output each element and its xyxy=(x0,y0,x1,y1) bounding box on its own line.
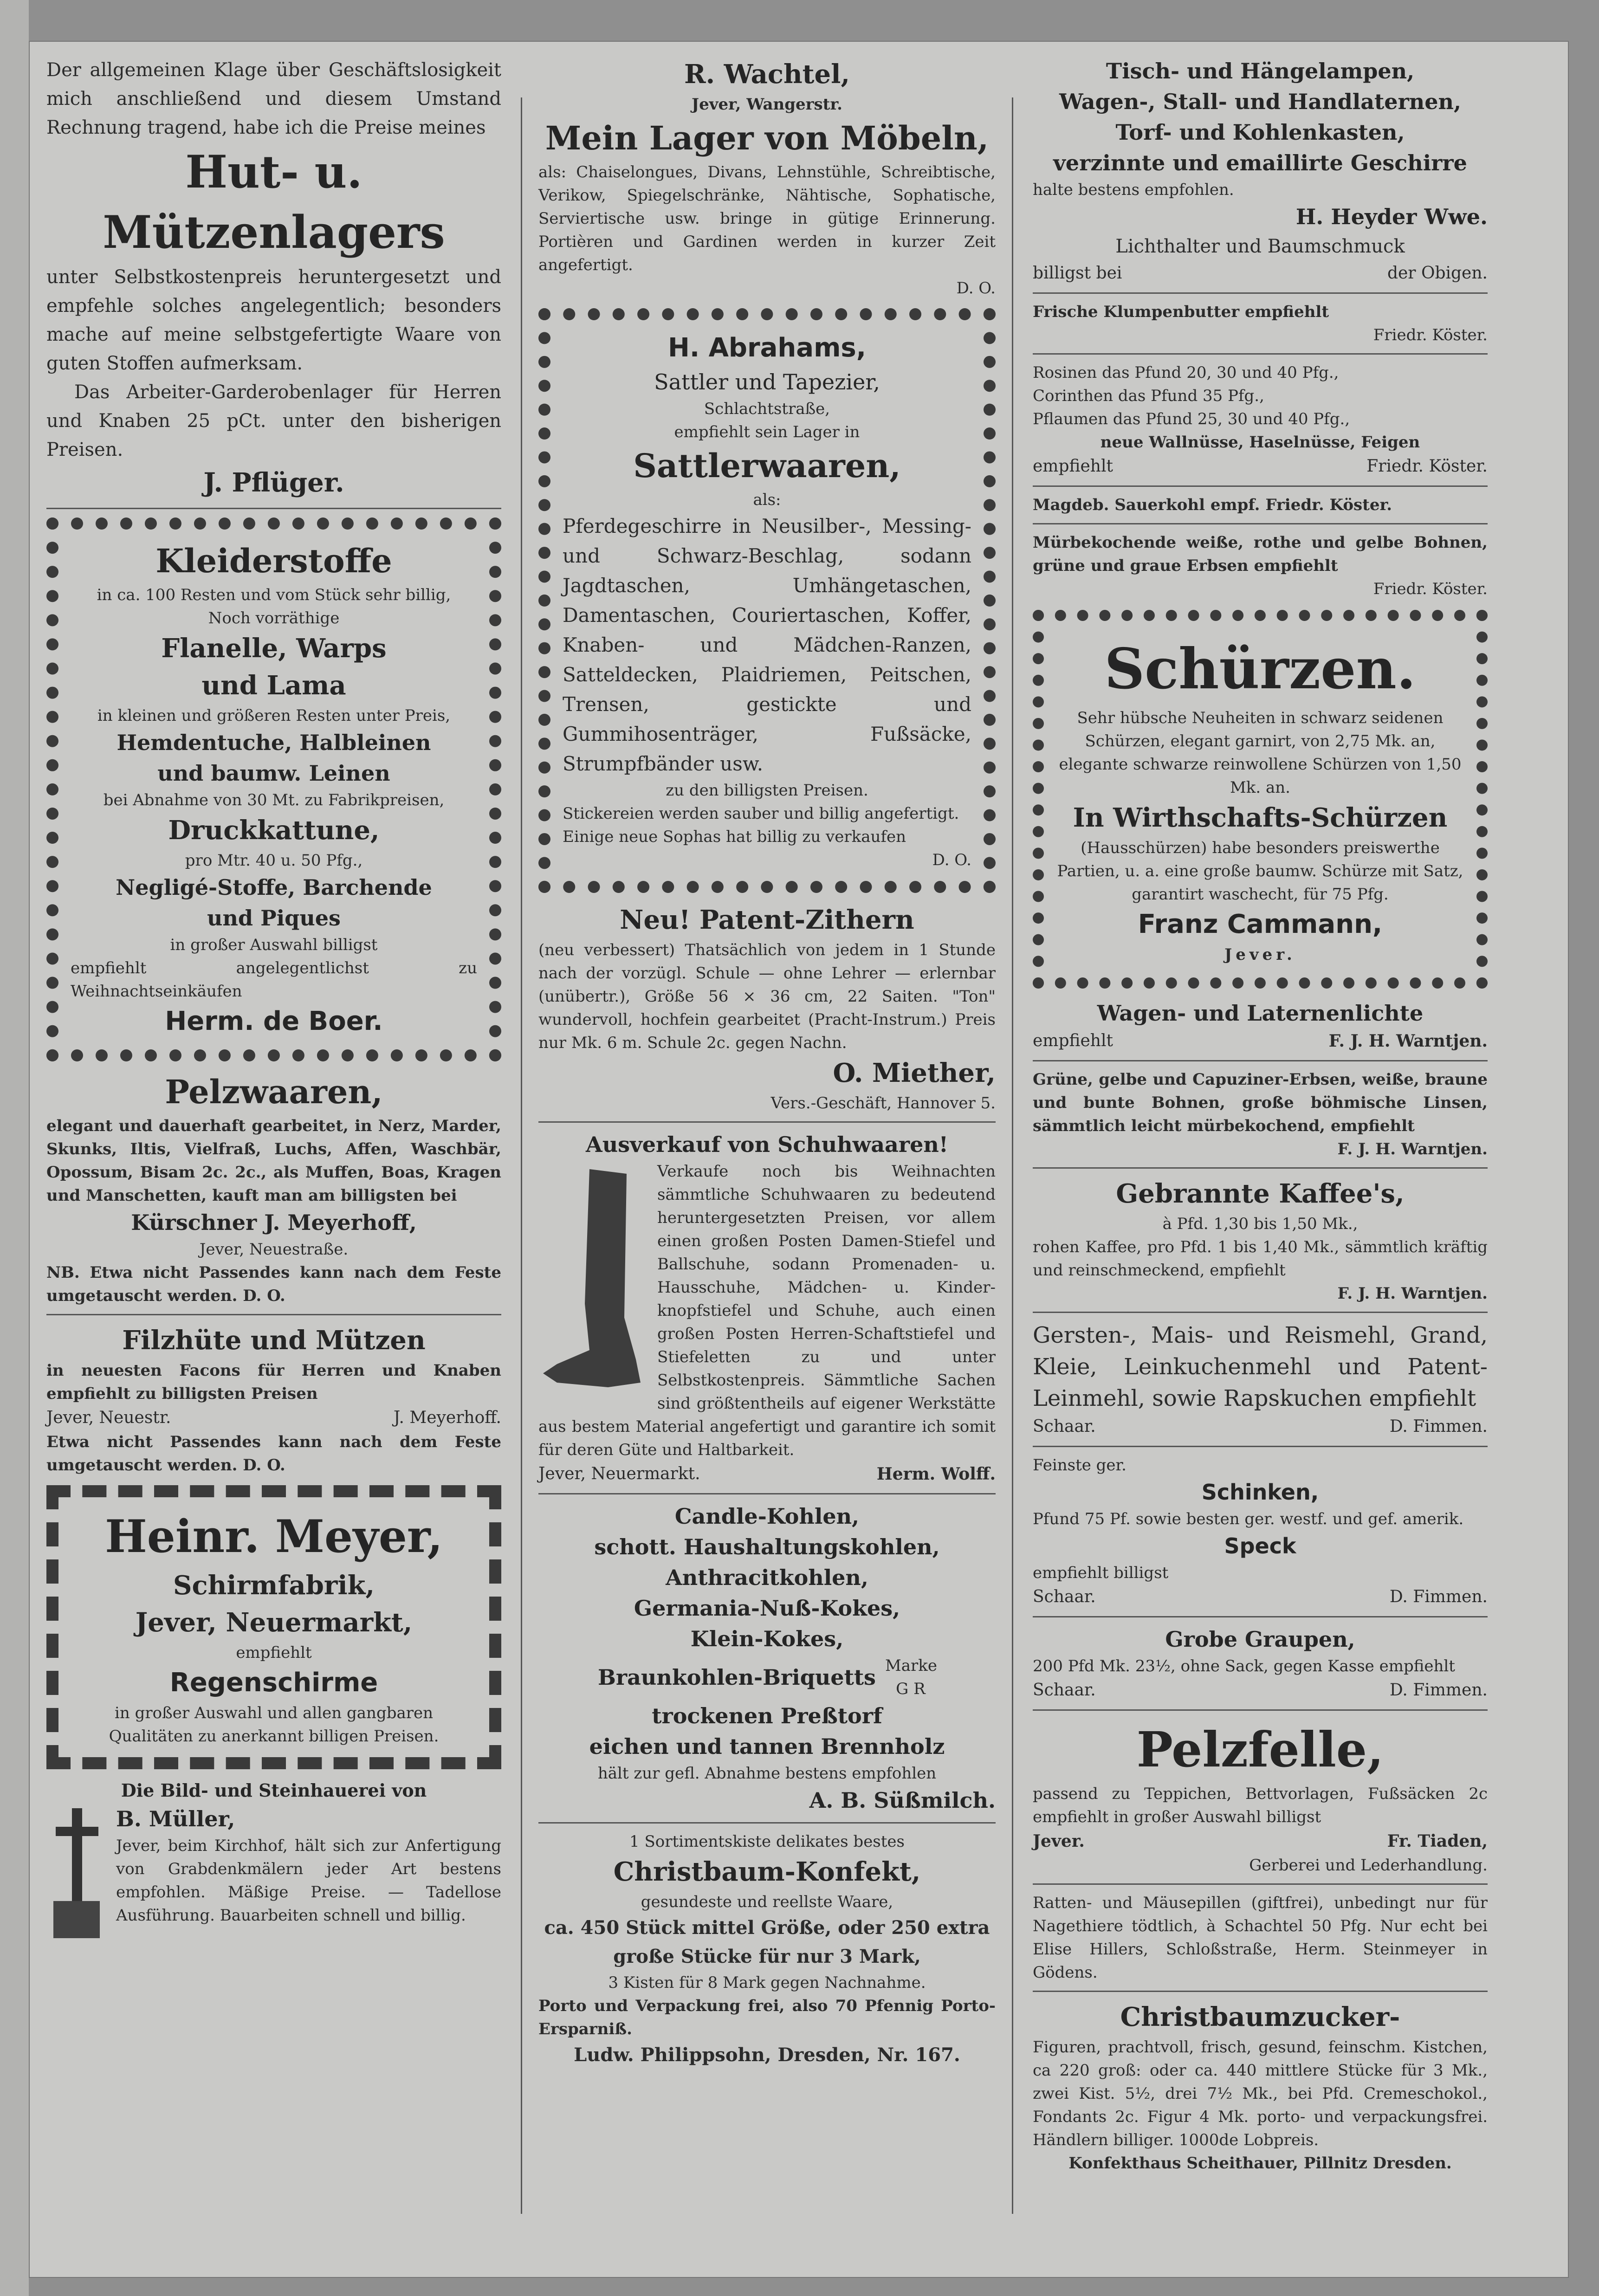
ad-text: Jever, beim Kirchhof, hält sich zur Anfertigung von Grabdenkmälern jeder Art bestens empfohlen. Mäßige Preise. — Tadellose Ausführung. Bauarbeiten schnell und billig. xyxy=(116,1837,501,1925)
ad-headline: trockenen Preßtorf xyxy=(652,1703,882,1728)
ad-headline: Flanelle, Warps xyxy=(161,633,387,664)
ad-headline: Schürzen. xyxy=(1104,636,1416,702)
ad-text: billigst bei xyxy=(1033,264,1122,283)
ad-text: als: xyxy=(753,491,781,509)
ad-headline: In Wirthschafts-Schürzen xyxy=(1073,802,1448,833)
ad-headline: Mein Lager von Möbeln, xyxy=(545,119,989,157)
ad-text: 3 Kisten für 8 Mark gegen Nachnahme. xyxy=(608,1973,926,1992)
ad-text: Frische Klumpenbutter empfiehlt xyxy=(1033,303,1329,321)
advertiser-name: J. Meyerhoff. xyxy=(393,1408,501,1427)
divider xyxy=(1033,1709,1488,1711)
ad-text: der Obigen. xyxy=(1387,264,1488,283)
ad-headline: Candle-Kohlen, xyxy=(674,1504,860,1529)
ad-text: empfiehlt billigst xyxy=(1033,1564,1169,1582)
ad-text: in großer Auswahl und allen gangbaren Qualitäten zu anerkannt billigen Preisen. xyxy=(109,1704,439,1746)
gravestone-icon xyxy=(51,1808,102,1938)
ad-signature: Friedr. Köster. xyxy=(1373,580,1488,598)
advertiser-name: D. Fimmen. xyxy=(1389,1417,1488,1436)
ad-text: Mürbekochende weiße, rothe und gelbe Bohnen, grüne und graue Erbsen empfiehlt xyxy=(1033,533,1488,575)
ad-headline: Christbaum-Konfekt, xyxy=(613,1856,921,1887)
ad-text: in ca. 100 Resten und vom Stück sehr billig, xyxy=(97,586,451,604)
ad-address: Jever, Neuermarkt. xyxy=(538,1464,700,1483)
ad-headline: und Piques xyxy=(207,905,341,931)
ad-text: Verkaufe noch bis Weihnachten sämmtliche Schuhwaaren zu bedeutend heruntergesetzten Preisen, vor allem einen großen Posten Damen-Stiefel und Ballschuhe, sodann Promenaden- u. Hausschuhe, Mädchen- u. Kinder-knopfstiefel und Schuhe, auch einen großen Posten Herren-Schaftstiefel und Stiefeletten zu und unter Selbstkostenpreis. Sämmtliche Sachen sind größtentheils auf eigener Werkstätte aus bestem Material angefertigt und garantire ich somit für deren Güte und Haltbarkeit. xyxy=(538,1162,996,1459)
advertiser-name: Herm. Wolff. xyxy=(876,1464,996,1484)
ad-headline: Grobe Graupen, xyxy=(1165,1627,1355,1652)
ad-headline: Anthracitkohlen, xyxy=(666,1565,868,1590)
advertiser-name: O. Miether, xyxy=(833,1058,996,1088)
ad-text: elegant und dauerhaft gearbeitet, in Nerz, Marder, Skunks, Iltis, Vielfraß, Luchs, Affen, Waschbär, Opossum, Bisam 2c. 2c., als Muffen, Boas, Kragen und Manschetten, kauft man am billigsten bei xyxy=(46,1117,501,1205)
ad-address: Jever. xyxy=(1033,1831,1085,1851)
advertiser-name: F. J. H. Warntjen. xyxy=(1337,1140,1488,1158)
ad-text: in neuesten Facons für Herren und Knaben empfiehlt zu billigsten Preisen xyxy=(46,1361,501,1403)
ad-note: Etwa nicht Passendes kann nach dem Feste umgetauscht werden. D. O. xyxy=(46,1433,501,1475)
advertiser-name: D. Fimmen. xyxy=(1389,1681,1488,1700)
ad-text: in großer Auswahl billigst xyxy=(170,936,378,954)
ad-zithern xyxy=(538,901,996,1115)
divider xyxy=(1033,1060,1488,1061)
advertiser-name: F. J. H. Warntjen. xyxy=(1328,1031,1488,1051)
ad-text: empfiehlt sein Lager in xyxy=(674,423,860,441)
advertiser-name: R. Wachtel, xyxy=(684,59,850,90)
ad-text: Grüne, gelbe und Capuziner-Erbsen, weiße, braune und bunte Bohnen, große böhmische Linsen, sämmtlich leicht mürbekochend, empfiehlt xyxy=(1033,1070,1488,1135)
ad-address: Schaar. xyxy=(1033,1417,1096,1436)
page-left-edge xyxy=(0,0,29,2296)
ad-text: à Pfd. 1,30 bis 1,50 Mk., xyxy=(1162,1215,1358,1233)
divider xyxy=(1033,292,1488,294)
ad-text: (Hausschürzen) habe besonders preiswerthe Partien, u. a. eine große baumw. Schürze mit Satz, garantirt waschecht, für 75 Pfg. xyxy=(1057,839,1463,904)
ad-text: zu den billigsten Preisen. xyxy=(666,781,868,800)
ad-heinr-meyer xyxy=(46,1485,501,1769)
ad-text: Einige neue Sophas hat billig zu verkaufen xyxy=(563,828,906,846)
ad-headline: schott. Haushaltungskohlen, xyxy=(594,1534,940,1559)
ad-headline: und Lama xyxy=(201,670,346,701)
ad-headline: Negligé-Stoffe, Barchende xyxy=(116,875,432,900)
divider xyxy=(1033,1312,1488,1313)
ad-text: Sehr hübsche Neuheiten in schwarz seidenen Schürzen, elegant garnirt, von 2,75 Mk. an, elegante schwarze reinwollene Schürzen von 1,50 Mk. an. xyxy=(1059,709,1462,797)
ad-christbaumzucker xyxy=(1033,1998,1488,2175)
advertiser-name: Fr. Tiaden, xyxy=(1387,1831,1488,1851)
ad-headline: Wagen- und Laternenlichte xyxy=(1097,1001,1424,1026)
ad-headline: Ausverkauf von Schuhwaaren! xyxy=(586,1132,948,1157)
ad-text: Porto und Verpackung frei, also 70 Pfennig Porto-Ersparniß. xyxy=(538,1997,996,2038)
ad-text: Schlachtstraße, xyxy=(704,400,830,418)
divider xyxy=(1033,1446,1488,1447)
ad-christbaum-konfekt xyxy=(538,1830,996,2070)
ad-heyder xyxy=(1033,56,1488,286)
ad-headline: Gebrannte Kaffee's, xyxy=(1116,1178,1405,1209)
ad-fimmen xyxy=(1033,1319,1488,1703)
ad-wachtel xyxy=(538,56,996,300)
ad-address: Jever, Neuestraße. xyxy=(199,1240,349,1259)
ad-text: Ratten- und Mäusepillen (giftfrei), unbedingt nur für Nagethiere tödtlich, à Schachtel 50 Pfg. Nur echt bei Elise Hillers, Schloßstraße, Herm. Steinmeyer in Gödens. xyxy=(1033,1894,1488,1982)
ad-address: Schaar. xyxy=(1033,1681,1096,1700)
ad-address: Jever. xyxy=(1224,945,1296,964)
ad-ratten xyxy=(1033,1891,1488,1984)
divider xyxy=(1033,1991,1488,1992)
divider xyxy=(1033,485,1488,487)
ad-headline: Jever, Neuermarkt, xyxy=(135,1607,413,1638)
ad-headline: Hut- u. Mützenlagers xyxy=(103,146,445,259)
ad-text: Stickereien werden sauber und billig angefertigt. xyxy=(563,804,959,823)
ad-text: ca. 450 Stück mittel Größe, oder 250 extra xyxy=(544,1917,990,1939)
advertiser-name: F. J. H. Warntjen. xyxy=(1337,1284,1488,1303)
ad-signature: D. O. xyxy=(932,851,971,869)
ad-headline: Pelzwaaren, xyxy=(165,1073,383,1111)
boot-icon xyxy=(538,1164,645,1406)
ad-headline: Heinr. Meyer, xyxy=(105,1510,443,1563)
ad-signature: Friedr. Köster. xyxy=(1373,326,1488,344)
ad-headline: Germania-Nuß-Kokes, xyxy=(634,1596,900,1621)
ad-address: Jever, Wangerstr. xyxy=(692,95,842,114)
ad-signature: D. O. xyxy=(956,279,996,298)
ad-text: Pfund 75 Pf. sowie besten ger. westf. und gef. amerik. xyxy=(1033,1510,1464,1528)
ad-text: gesundeste und reellste Waare, xyxy=(641,1893,893,1911)
ad-koester xyxy=(1033,300,1488,601)
ad-text: 200 Pfd Mk. 23½, ohne Sack, gegen Kasse empfiehlt xyxy=(1033,1657,1455,1675)
ad-headline: Neu! Patent-Zithern xyxy=(620,905,914,935)
ad-headline: eichen und tannen Brennholz xyxy=(589,1734,945,1759)
ad-headline: Christbaumzucker- xyxy=(1120,2002,1400,2032)
divider xyxy=(538,1493,996,1494)
divider xyxy=(46,1314,501,1315)
ad-text: empfiehlt angelegentlichst zu Weihnachtseinkäufen xyxy=(71,959,477,1001)
divider xyxy=(1033,523,1488,524)
ad-text: Corinthen das Pfund 35 Pfg., xyxy=(1033,387,1264,405)
ad-filzhuete xyxy=(46,1322,501,1477)
ad-headline: Schirmfabrik, xyxy=(173,1570,375,1601)
ad-text: neue Wallnüsse, Haselnüsse, Feigen xyxy=(1100,433,1420,452)
divider xyxy=(46,508,501,509)
ad-headline: Pelzfelle, xyxy=(1136,1721,1384,1778)
ad-text: empfiehlt xyxy=(236,1643,312,1662)
ad-subtitle: Sattler und Tapezier, xyxy=(654,369,880,395)
ad-text: Gerberei und Lederhandlung. xyxy=(1249,1856,1488,1875)
ad-address: Jever, Neuestr. xyxy=(46,1408,171,1427)
ad-cammann xyxy=(1033,610,1488,989)
ad-headline: verzinnte und emaillirte Geschirre xyxy=(1053,150,1467,175)
ad-note: NB. Etwa nicht Passendes kann nach dem Feste umgetauscht werden. D. O. xyxy=(46,1263,501,1305)
ad-headline: Braunkohlen-Briquetts xyxy=(598,1665,876,1690)
ad-text: Lichthalter und Baumschmuck xyxy=(1115,236,1405,257)
column-1 xyxy=(46,56,501,1943)
ad-schuhwaaren xyxy=(538,1129,996,1487)
ad-text: als: Chaiselongues, Divans, Lehnstühle, Schreibtische, Verikow, Spiegelschränke, Nähtische, Sophatische, Serviertische usw. bringe in gütige Erinnerung. Portièren und Gardinen werden in kurzer Zeit angefertigt. xyxy=(538,163,996,274)
divider xyxy=(1033,1883,1488,1885)
ad-text: passend zu Teppichen, Bettvorlagen, Fußsäcken 2c empfiehlt in großer Auswahl billigst xyxy=(1033,1785,1488,1826)
divider xyxy=(538,1121,996,1123)
ad-text: Figuren, prachtvoll, frisch, gesund, feinschm. Kistchen, ca 220 groß: oder ca. 440 mittlere Stücke für 3 Mk., zwei Kist. 5½, drei 7½ Mk., bei Pfd. Cremeschokol., Fondants 2c. Figur 4 Mk. porto- und verpackungsfrei. Händlern billiger. 1000de Lobpreis. xyxy=(1033,2038,1488,2149)
ad-headline: Torf- und Kohlenkasten, xyxy=(1115,120,1405,145)
advertiser-name: Konfekthaus Scheithauer, Pillnitz Dresden. xyxy=(1068,2154,1452,2173)
ad-headline: Wagen-, Stall- und Handlaternen, xyxy=(1059,89,1461,114)
ad-text: Der allgemeinen Klage über Geschäftslosigkeit mich anschließend und diesem Umstand Rechnung tragend, habe ich die Preise meines xyxy=(46,59,501,138)
column-2 xyxy=(538,56,996,2070)
ad-text: Magdeb. Sauerkohl empf. Friedr. Köster. xyxy=(1033,496,1392,514)
ad-headline: Klein-Kokes, xyxy=(690,1626,844,1651)
ad-text: Rosinen das Pfund 20, 30 und 40 Pfg., xyxy=(1033,363,1339,382)
ad-headline: Hemdentuche, Halbleinen xyxy=(117,730,431,755)
ad-pelzwaaren xyxy=(46,1070,501,1307)
ad-signature: Friedr. Köster. xyxy=(1366,457,1488,476)
ad-kohlen xyxy=(538,1501,996,1816)
ad-text: in kleinen und größeren Resten unter Preis, xyxy=(97,706,451,725)
ad-pflueger xyxy=(46,56,501,501)
ad-text: Das Arbeiter-Garderobenlager für Herren und Knaben 25 pCt. unter den bisherigen Preisen. xyxy=(46,382,501,460)
ad-headline: Tisch- und Hängelampen, xyxy=(1106,58,1415,84)
ad-text: halte bestens empfohlen. xyxy=(1033,181,1234,199)
ad-headline: Filzhüte und Mützen xyxy=(122,1325,426,1356)
brand-mark: Marke G R xyxy=(885,1656,938,1698)
ad-text: Pferdegeschirre in Neusilber-, Messing- und Schwarz-Beschlag, sodann Jagdtaschen, Umhängetaschen, Damentaschen, Couriertaschen, Koffer, Knaben- und Mädchen-Ranzen, Satteldecken, Plaidriemen, Peitschen, Trensen, gestickte und Gummihosenträger, Fußsäcke, Strumpfbänder usw. xyxy=(563,515,971,775)
ad-abrahams xyxy=(538,308,996,893)
column-divider-2 xyxy=(1012,97,1013,2214)
ad-headline: Speck xyxy=(1224,1533,1296,1559)
ad-warntjen xyxy=(1033,998,1488,1161)
divider xyxy=(1033,353,1488,355)
ad-text: hält zur gefl. Abnahme bestens empfohlen xyxy=(597,1764,937,1783)
ad-headline: und baumw. Leinen xyxy=(157,761,390,786)
ad-text: Noch vorräthige xyxy=(208,609,340,627)
ad-text: bei Abnahme von 30 Mt. zu Fabrikpreisen, xyxy=(103,791,445,809)
ad-pelzfelle xyxy=(1033,1717,1488,1877)
advertiser-name: Franz Cammann, xyxy=(1138,909,1383,939)
ad-text: empfiehlt xyxy=(1033,457,1113,476)
ad-headline: Sattlerwaaren, xyxy=(633,446,901,485)
ad-headline: Kleiderstoffe xyxy=(155,542,392,580)
ad-text: 1 Sortimentskiste delikates bestes xyxy=(629,1832,905,1851)
advertiser-name: Kürschner J. Meyerhoff, xyxy=(131,1210,417,1235)
ad-address: Vers.-Geschäft, Hannover 5. xyxy=(770,1094,996,1112)
advertiser-name: H. Heyder Wwe. xyxy=(1295,204,1488,229)
ad-text: rohen Kaffee, pro Pfd. 1 bis 1,40 Mk., sämmtlich kräftig und reinschmeckend, empfiehlt xyxy=(1033,1238,1488,1280)
ad-headline: Regenschirme xyxy=(169,1668,378,1698)
divider xyxy=(1033,1616,1488,1617)
divider xyxy=(1033,1167,1488,1169)
ad-headline: Schinken, xyxy=(1201,1480,1319,1505)
ad-mueller xyxy=(46,1778,501,1927)
advertiser-name: Ludw. Philippsohn, Dresden, Nr. 167. xyxy=(574,2044,960,2066)
ad-kaffee xyxy=(1033,1175,1488,1305)
ad-text: unter Selbstkostenpreis heruntergesetzt und empfehle solches angelegentlich; besonders mache auf meine selbstgefertigte Waare von guten Stoffen aufmerksam. xyxy=(46,266,501,374)
ad-de-boer xyxy=(46,517,501,1061)
advertiser-name: Herm. de Boer. xyxy=(165,1006,383,1036)
ad-text: Gersten-, Mais- und Reismehl, Grand, Kleie, Leinkuchenmehl und Patent-Leinmehl, sowie Rapskuchen empfiehlt xyxy=(1033,1322,1488,1411)
ad-text: pro Mtr. 40 u. 50 Pfg., xyxy=(185,851,363,870)
advertiser-name: J. Pflüger. xyxy=(203,467,344,498)
column-3 xyxy=(1033,56,1488,2175)
column-divider-1 xyxy=(521,97,522,2214)
ad-text: große Stücke für nur 3 Mark, xyxy=(613,1946,921,1967)
ad-address: Schaar. xyxy=(1033,1587,1096,1606)
advertiser-name: H. Abrahams, xyxy=(667,333,867,363)
advertiser-name: D. Fimmen. xyxy=(1389,1587,1488,1606)
advertiser-name: A. B. Süßmilch. xyxy=(809,1788,996,1813)
ad-text: Pflaumen das Pfund 25, 30 und 40 Pfg., xyxy=(1033,410,1350,428)
ad-text: Feinste ger. xyxy=(1033,1456,1126,1475)
divider xyxy=(538,1822,996,1824)
advertiser-name: B. Müller, xyxy=(116,1806,235,1831)
ad-headline: Die Bild- und Steinhauerei von xyxy=(121,1780,427,1801)
ad-text: empfiehlt xyxy=(1033,1031,1113,1050)
ad-text: (neu verbessert) Thatsächlich von jedem in 1 Stunde nach der vorzügl. Schule — ohne Lehrer — erlernbar (unübertr.), Größe 56 × 36 cm, 22 Saiten. "Ton" wundervoll, hochfein gearbeitet (Pracht-Instrum.) Preis nur Mk. 6 m. Schule 2c. gegen Nachn. xyxy=(538,941,996,1052)
ad-headline: Druckkattune, xyxy=(168,815,380,846)
